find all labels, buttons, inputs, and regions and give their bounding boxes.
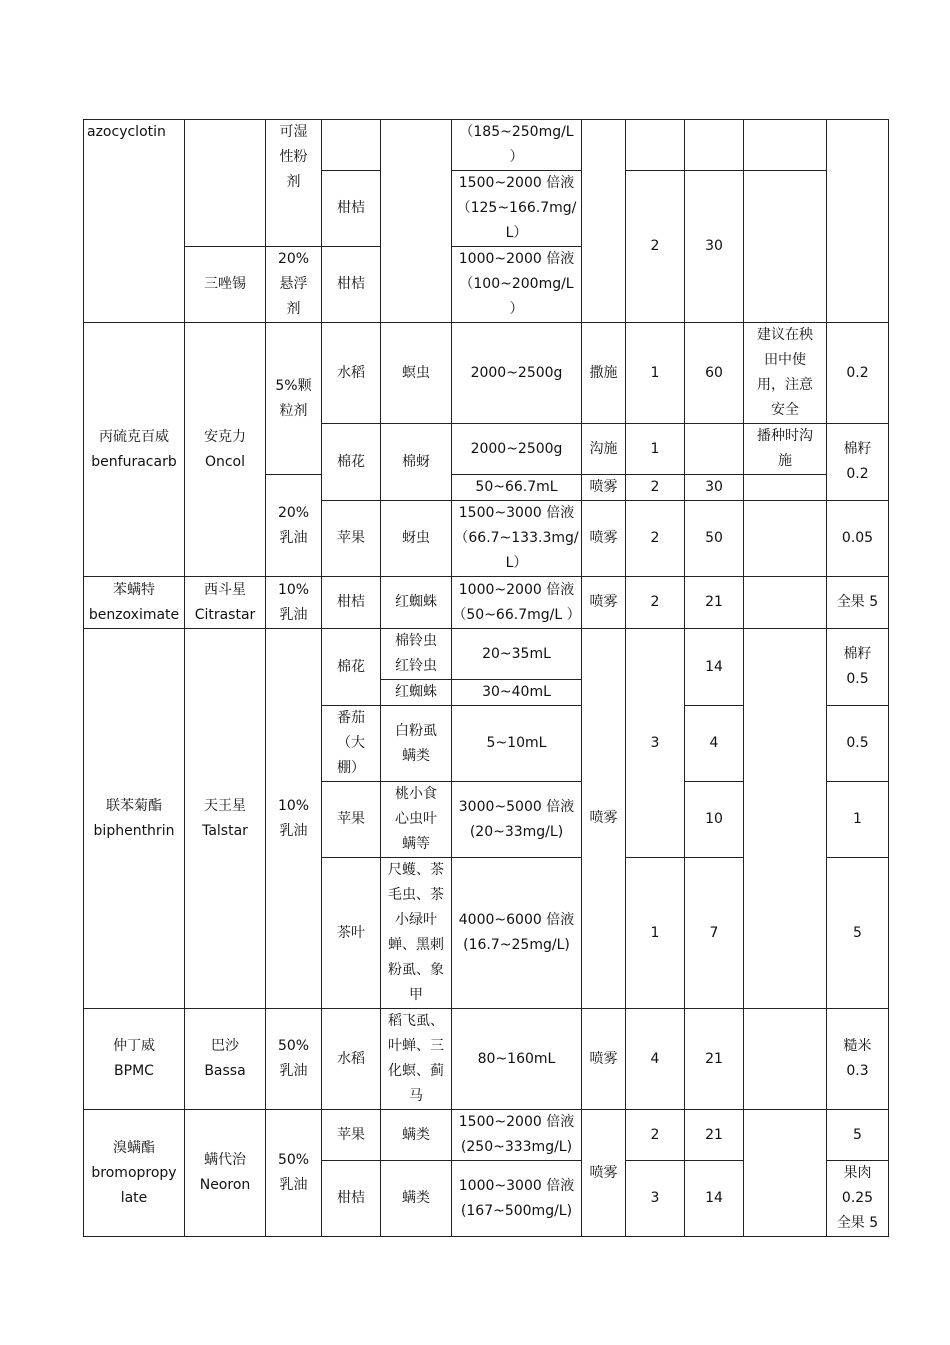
interval-cell xyxy=(685,120,744,171)
interval-cell: 14 xyxy=(685,629,744,706)
crop-cell: 柑桔 xyxy=(322,577,381,629)
dosage-cell: 1500~3000 倍液 （66.7~133.3mg/ L） xyxy=(452,501,582,577)
mrl-cell: 0.2 xyxy=(827,323,889,424)
mrl-cell: 1 xyxy=(827,782,889,858)
method-cell: 喷雾 xyxy=(582,1009,626,1110)
mrl-cell: 糙米 0.3 xyxy=(827,1009,889,1110)
note-cell xyxy=(744,577,827,629)
method-cell: 撒施 xyxy=(582,323,626,424)
crop-cell: 柑桔 xyxy=(322,171,381,247)
crop-cell: 番茄 （大 棚） xyxy=(322,706,381,782)
dosage-cell: 80~160mL xyxy=(452,1009,582,1110)
pest-cell: 红蜘蛛 xyxy=(381,680,452,706)
mrl-cell: 0.5 xyxy=(827,706,889,782)
mrl-cell xyxy=(827,120,889,323)
mrl-cell: 5 xyxy=(827,1110,889,1161)
dosage-cell: 2000~2500g xyxy=(452,323,582,424)
times-cell: 1 xyxy=(626,858,685,1009)
method-cell: 喷雾 xyxy=(582,475,626,501)
times-cell: 3 xyxy=(626,1161,685,1237)
crop-cell: 苹果 xyxy=(322,782,381,858)
crop-cell: 苹果 xyxy=(322,1110,381,1161)
dosage-cell: 1500~2000 倍液 （125~166.7mg/ L） xyxy=(452,171,582,247)
pest-cell: 桃小食 心虫叶 螨等 xyxy=(381,782,452,858)
interval-cell: 50 xyxy=(685,501,744,577)
pest-cell: 白粉虱 螨类 xyxy=(381,706,452,782)
mrl-cell: 棉籽 0.2 xyxy=(827,424,889,501)
formulation-cell: 可湿 性粉 剂 xyxy=(266,120,322,247)
common-name-cell: 仲丁威 BPMC xyxy=(84,1009,185,1110)
dosage-cell: 1500~2000 倍液 (250~333mg/L) xyxy=(452,1110,582,1161)
note-cell xyxy=(744,629,827,1009)
table-row xyxy=(84,1110,889,1161)
common-name-cell: 苯螨特 benzoximate xyxy=(84,577,185,629)
trade-name-cell: 西斗星 Citrastar xyxy=(185,577,266,629)
dosage-cell: 1000~2000 倍液 （100~200mg/L ） xyxy=(452,247,582,323)
common-name-cell: 丙硫克百威 benfuracarb xyxy=(84,323,185,577)
mrl-cell: 果肉 0.25 全果 5 xyxy=(827,1161,889,1237)
interval-cell: 14 xyxy=(685,1161,744,1237)
times-cell: 1 xyxy=(626,424,685,475)
times-cell: 1 xyxy=(626,323,685,424)
pest-cell: 蚜虫 xyxy=(381,501,452,577)
times-cell: 2 xyxy=(626,475,685,501)
table-row xyxy=(84,120,889,171)
interval-cell: 10 xyxy=(685,782,744,858)
method-cell: 喷雾 xyxy=(582,1110,626,1237)
dosage-cell: 2000~2500g xyxy=(452,424,582,475)
interval-cell: 4 xyxy=(685,706,744,782)
mrl-cell: 5 xyxy=(827,858,889,1009)
pest-cell xyxy=(381,120,452,323)
crop-cell: 水稻 xyxy=(322,1009,381,1110)
common-name-cell: azocyclotin xyxy=(84,120,185,323)
pest-cell: 螟虫 xyxy=(381,323,452,424)
interval-cell: 30 xyxy=(685,475,744,501)
times-cell xyxy=(626,120,685,171)
crop-cell: 苹果 xyxy=(322,501,381,577)
table-row xyxy=(84,323,889,424)
crop-cell: 水稻 xyxy=(322,323,381,424)
method-cell xyxy=(582,120,626,323)
interval-cell: 21 xyxy=(685,1110,744,1161)
note-cell xyxy=(744,171,827,323)
crop-cell: 茶叶 xyxy=(322,858,381,1009)
trade-name-cell: 三唑锡 xyxy=(185,247,266,323)
mrl-cell: 0.05 xyxy=(827,501,889,577)
dosage-cell: 20~35mL xyxy=(452,629,582,680)
pest-cell: 棉蚜 xyxy=(381,424,452,501)
formulation-cell: 10% 乳油 xyxy=(266,629,322,1009)
table-row xyxy=(84,1009,889,1110)
formulation-cell: 20% 悬浮 剂 xyxy=(266,247,322,323)
formulation-cell: 50% 乳油 xyxy=(266,1009,322,1110)
pest-cell: 红蜘蛛 xyxy=(381,577,452,629)
pest-cell: 稻飞虱、 叶蝉、三 化螟、蓟 马 xyxy=(381,1009,452,1110)
dosage-cell: 4000~6000 倍液 (16.7~25mg/L) xyxy=(452,858,582,1009)
trade-name-cell: 螨代治 Neoron xyxy=(185,1110,266,1237)
times-cell: 2 xyxy=(626,171,685,323)
note-cell xyxy=(744,120,827,171)
crop-cell: 棉花 xyxy=(322,629,381,706)
interval-cell: 7 xyxy=(685,858,744,1009)
note-cell xyxy=(744,501,827,577)
crop-cell xyxy=(322,120,381,171)
interval-cell: 21 xyxy=(685,1009,744,1110)
dosage-cell: 30~40mL xyxy=(452,680,582,706)
times-cell: 2 xyxy=(626,577,685,629)
mrl-cell: 全果 5 xyxy=(827,577,889,629)
method-cell: 喷雾 xyxy=(582,577,626,629)
note-cell: 播种时沟 施 xyxy=(744,424,827,475)
common-name-cell: 溴螨酯 bromopropy late xyxy=(84,1110,185,1237)
interval-cell: 21 xyxy=(685,577,744,629)
method-cell: 喷雾 xyxy=(582,629,626,1009)
interval-cell: 30 xyxy=(685,171,744,323)
interval-cell xyxy=(685,424,744,475)
pesticide-table xyxy=(83,119,889,1237)
formulation-cell: 10% 乳油 xyxy=(266,577,322,629)
dosage-cell: 1000~3000 倍液 (167~500mg/L) xyxy=(452,1161,582,1237)
formulation-cell: 20% 乳油 xyxy=(266,475,322,577)
times-cell: 4 xyxy=(626,1009,685,1110)
method-cell: 喷雾 xyxy=(582,501,626,577)
dosage-cell: 1000~2000 倍液 （50~66.7mg/L ） xyxy=(452,577,582,629)
note-cell xyxy=(744,475,827,501)
crop-cell: 柑桔 xyxy=(322,1161,381,1237)
table-row xyxy=(84,577,889,629)
formulation-cell: 50% 乳油 xyxy=(266,1110,322,1237)
interval-cell: 60 xyxy=(685,323,744,424)
trade-name-cell: 安克力 Oncol xyxy=(185,323,266,577)
pest-cell: 螨类 xyxy=(381,1110,452,1161)
trade-name-cell: 巴沙 Bassa xyxy=(185,1009,266,1110)
times-cell: 2 xyxy=(626,501,685,577)
crop-cell: 棉花 xyxy=(322,424,381,501)
times-cell: 2 xyxy=(626,1110,685,1161)
note-cell: 建议在秧 田中使 用，注意 安全 xyxy=(744,323,827,424)
times-cell: 3 xyxy=(626,629,685,858)
note-cell xyxy=(744,1110,827,1237)
dosage-cell: （185~250mg/L ） xyxy=(452,120,582,171)
dosage-cell: 3000~5000 倍液 (20~33mg/L) xyxy=(452,782,582,858)
pest-cell: 尺蠖、茶 毛虫、茶 小绿叶 蝉、黑刺 粉虱、象 甲 xyxy=(381,858,452,1009)
formulation-cell: 5%颗 粒剂 xyxy=(266,323,322,475)
trade-name-cell: 天王星 Talstar xyxy=(185,629,266,1009)
table-row xyxy=(84,629,889,680)
pest-cell: 螨类 xyxy=(381,1161,452,1237)
crop-cell: 柑桔 xyxy=(322,247,381,323)
mrl-cell: 棉籽 0.5 xyxy=(827,629,889,706)
dosage-cell: 50~66.7mL xyxy=(452,475,582,501)
common-name-cell: 联苯菊酯 biphenthrin xyxy=(84,629,185,1009)
dosage-cell: 5~10mL xyxy=(452,706,582,782)
pest-cell: 棉铃虫 红铃虫 xyxy=(381,629,452,680)
method-cell: 沟施 xyxy=(582,424,626,475)
trade-name-cell xyxy=(185,120,266,247)
note-cell xyxy=(744,1009,827,1110)
